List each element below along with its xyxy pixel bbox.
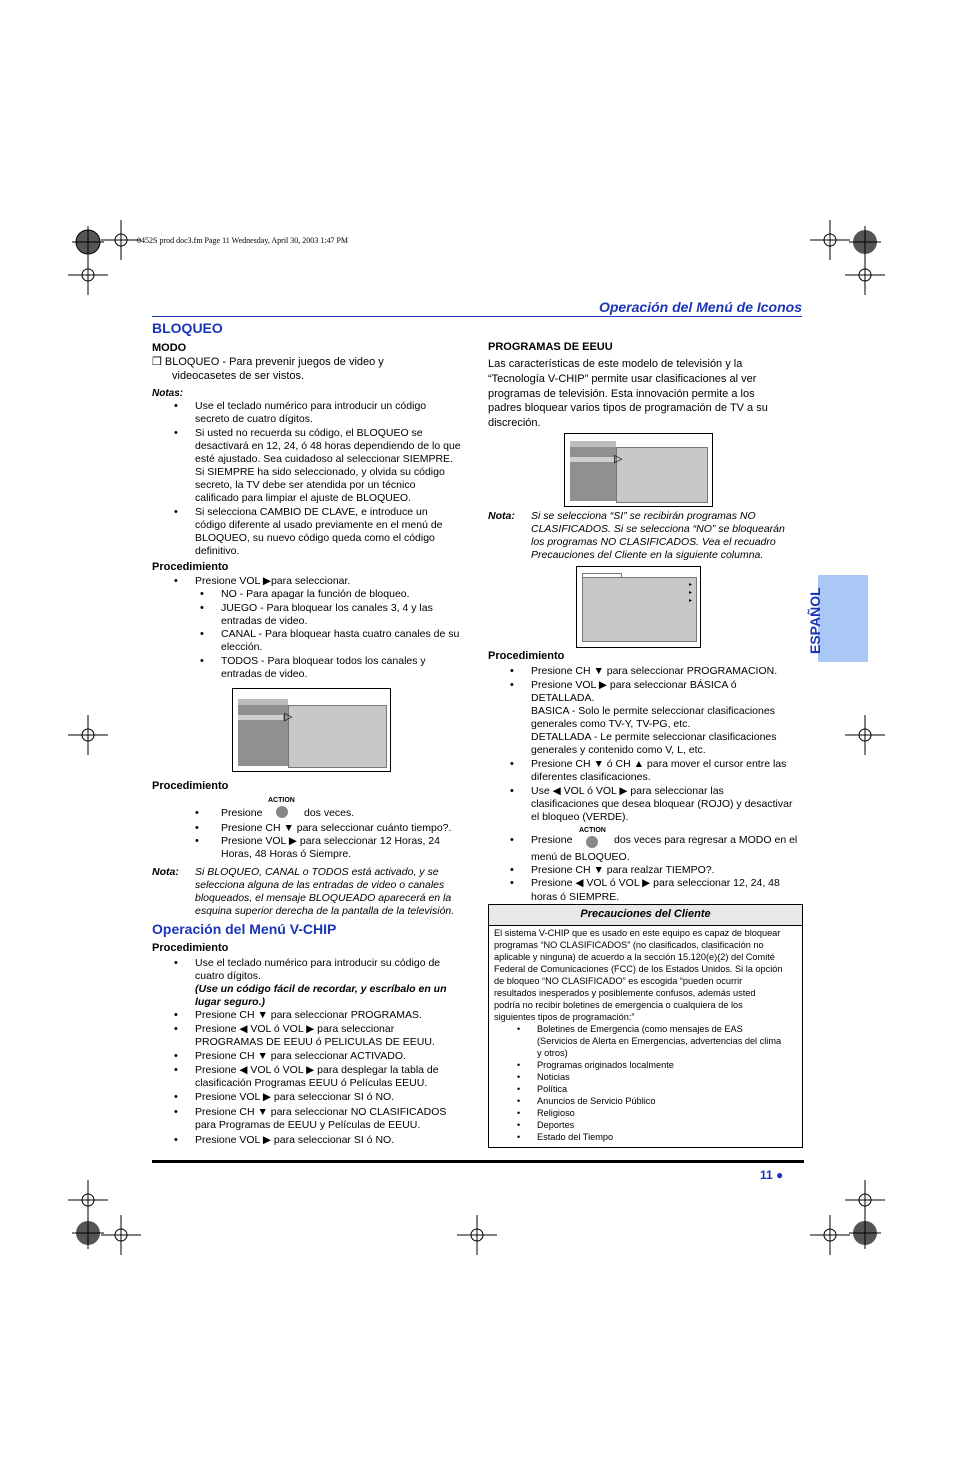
text-line: TODOS - Para bloquear todos los canales y: [221, 655, 426, 667]
page-number: 11 ●: [760, 1168, 784, 1182]
text-line: bloqueados, el mensaje BLOQUEADO aparecerá en la: [195, 892, 452, 904]
crosshair-mark-icon: [810, 1215, 850, 1255]
bullet: •: [510, 864, 514, 876]
text-line: Presione CH ▼ para seleccionar PROGRAMACION.: [531, 665, 778, 677]
screen-menu-panel: [288, 705, 387, 768]
text-line: Presione: [221, 807, 263, 819]
text-line: entradas de video.: [221, 615, 308, 627]
doc-header: 0452S prod doc3.fm Page 11 Wednesday, April 30, 2003 1:47 PM: [137, 236, 349, 245]
text-line: secreto de cuatro dígitos.: [195, 413, 313, 425]
text-line: Presione CH ▼ para seleccionar NO CLASIFICADOS: [195, 1106, 447, 1118]
text-line: entradas de video.: [221, 668, 308, 680]
text-line: aplicable y ninguna) de acuerdo a la sección 15.120(e)(2) del Comité: [494, 952, 775, 962]
text-line: dos veces para regresar a MODO en el: [614, 834, 798, 846]
text-line: Programas originados localmente: [537, 1060, 674, 1070]
text-line: clasificaciones que desea bloquear (ROJO) y desactivar: [531, 798, 793, 810]
text-line: (Servicios de Alerta en Emergencias, advertencias del clima: [537, 1036, 782, 1046]
text-line: el bloqueo (VERDE).: [531, 811, 629, 823]
bullet: •: [174, 1106, 178, 1118]
text-line: lugar seguro.): [195, 996, 266, 1008]
text-line: padres bloquear varios tipos de programación de TV a su: [488, 402, 768, 414]
header-rule: [152, 316, 802, 317]
text-line: Presione: [531, 834, 573, 846]
text-line: Presione VOL ▶ para seleccionar BÁSICA ó: [531, 679, 737, 691]
text-line: BLOQUEO, su nuevo código queda como el código: [195, 532, 435, 544]
text-line: Presione ◀ VOL ó VOL ▶ para seleccionar: [195, 1023, 395, 1035]
text-line: Noticias: [537, 1072, 570, 1082]
bullet: •: [174, 1023, 178, 1035]
bullet: •: [510, 834, 514, 846]
bullet: •: [174, 427, 178, 439]
text-line: Si usted no recuerda su código, el BLOQUEO se: [195, 427, 423, 439]
screen-highlight-bar: [238, 715, 283, 720]
text-line: Horas, 48 Horas ó Siempre.: [221, 848, 352, 860]
action-label: ACTION: [268, 797, 295, 804]
bullet: •: [510, 785, 514, 797]
text-line: cuatro dígitos.: [195, 970, 261, 982]
text-line: Federal de Comunicaciones (FCC) de los Estados Unidos. Si la opción: [494, 964, 783, 974]
tv-screen-illustration: [232, 688, 391, 772]
bullet: •: [517, 1060, 521, 1070]
text-line: JUEGO - Para bloquear los canales 3, 4 y las: [221, 602, 433, 614]
text-line: diferentes clasificaciones.: [531, 771, 651, 783]
text-line: Presione VOL ▶para seleccionar.: [195, 575, 351, 587]
heading-procedimiento: Procedimiento: [152, 780, 229, 792]
text-line: resultados inesperados y posiblemente confusos, además usted: [494, 988, 756, 998]
bullet: •: [517, 1120, 521, 1130]
left-column: [152, 320, 468, 1150]
action-label: ACTION: [579, 827, 606, 834]
text-line: DETALLADA.: [531, 692, 595, 704]
bullet: •: [174, 575, 178, 587]
heading-bloqueo: BLOQUEO: [152, 320, 223, 336]
screen-highlight-bar: [570, 457, 614, 462]
cursor-arrow-icon: ▷: [284, 711, 293, 723]
bullet: •: [195, 807, 199, 819]
text-line: programas “NO CLASIFICADOS” (no clasificados, clasificación no: [494, 940, 764, 950]
bullet: •: [174, 1009, 178, 1021]
screen-menu-panel: [616, 447, 708, 503]
text-line: Presione VOL ▶ para seleccionar SI ó NO.: [195, 1134, 395, 1146]
text-line: CLASIFICADOS. Si se selecciona “NO” se bloquearán: [531, 523, 785, 535]
section-header: Operación del Menú de Iconos: [598, 299, 802, 315]
text-line: para Programas de EEUU y Películas de EEUU.: [195, 1119, 421, 1131]
action-button-icon: [276, 806, 288, 818]
text-line: Presione ◀ VOL ó VOL ▶ para seleccionar 12, 24, 48: [531, 877, 780, 889]
text-line: Presione VOL ▶ para seleccionar 12 Horas, 24: [221, 835, 440, 847]
bullet: •: [200, 655, 204, 667]
text-line: discreción.: [488, 417, 541, 429]
precauciones-box: [488, 904, 803, 1148]
heading-programas: PROGRAMAS DE EEUU: [488, 341, 613, 353]
text-line: esté ajustado. Sea cuidadoso al seleccionar SIEMPRE.: [195, 453, 453, 465]
text-line: horas ó SIEMPRE.: [531, 891, 620, 903]
heading-vchip: Operación del Menú V-CHIP: [152, 921, 337, 937]
text-line: Boletines de Emergencia (como mensajes de EAS: [537, 1024, 743, 1034]
nota-label: Nota:: [152, 866, 179, 878]
text-line: Use el teclado numérico para introducir su código de: [195, 957, 441, 969]
heading-procedimiento: Procedimiento: [152, 561, 229, 573]
side-tab: [807, 575, 868, 662]
bullet: •: [174, 400, 178, 412]
bullet: •: [174, 1050, 178, 1062]
text-line: Presione ◀ VOL ó VOL ▶ para desplegar la tabla de: [195, 1064, 439, 1076]
text-line: selecciona alguna de las entradas de video o canales: [195, 879, 445, 891]
text-line: BASICA - Solo le permite seleccionar clasificaciones: [531, 705, 775, 717]
bullet: •: [510, 758, 514, 770]
bullet: •: [517, 1024, 521, 1034]
side-tab-label: ESPAÑOL: [807, 587, 823, 654]
crosshair-mark-icon: [68, 255, 108, 295]
heading-procedimiento: Procedimiento: [152, 942, 229, 954]
text-line: PROGRAMAS DE EEUU ó PELICULAS DE EEUU.: [195, 1036, 435, 1048]
crosshair-mark-icon: [845, 715, 885, 755]
text-line: dos veces.: [304, 807, 355, 819]
registration-mark-icon: [845, 1213, 885, 1253]
text-line: generales como TV-Y, TV-PG, etc.: [531, 718, 691, 730]
text-line: Presione CH ▼ para realzar TIEMPO?.: [531, 864, 715, 876]
bullet: •: [517, 1084, 521, 1094]
crosshair-mark-icon: [101, 1215, 141, 1255]
text-line: desactivará en 12, 24, ó 48 horas dependiendo de lo que: [195, 440, 461, 452]
bullet: •: [174, 957, 178, 969]
screen-menu-sidebar: [570, 447, 616, 501]
text-line: “Tecnología V-CHIP” permite usar clasificaciones al ver: [488, 373, 757, 385]
text-line: NO - Para apagar la función de bloqueo.: [221, 588, 410, 600]
bullet: •: [517, 1096, 521, 1106]
text-line: Las características de este modelo de televisión y la: [488, 358, 743, 370]
crosshair-mark-icon: [457, 1215, 497, 1255]
bullet: •: [517, 1072, 521, 1082]
text-line: elección.: [221, 641, 263, 653]
crosshair-mark-icon: [68, 715, 108, 755]
notas-label: Notas:: [152, 388, 184, 399]
text-line: programas de televisión. Esta innovación permite a los: [488, 388, 755, 400]
screen-arrow-icons: ▸ ▸ ▸: [689, 582, 693, 604]
text-line: Precauciones del Cliente en la siguiente columna.: [531, 549, 764, 561]
text-line: secreto, la TV debe ser atendida por un técnico: [195, 479, 416, 491]
text-line: Si selecciona CAMBIO DE CLAVE, e introduce un: [195, 506, 428, 518]
text-line: de bloqueo “NO CLASIFICADO” es escogida “pueden ocurrir: [494, 976, 743, 986]
text-line: Anuncios de Servicio Público: [537, 1096, 656, 1106]
bullet: •: [517, 1108, 521, 1118]
text-line: Religioso: [537, 1108, 575, 1118]
text-line: Presione VOL ▶ para seleccionar SI ó NO.: [195, 1091, 395, 1103]
tv-screen-illustration: [564, 433, 713, 507]
text-line: Si se selecciona “SI” se recibirán programas NO: [531, 510, 756, 522]
heading-modo: MODO: [152, 342, 187, 354]
text-line: código diferente al usado previamente en el menú de: [195, 519, 443, 531]
text-line: podría no recibir boletines de emergencia o cualquiera de los: [494, 1000, 743, 1010]
text-line: Presione CH ▼ para seleccionar ACTIVADO.: [195, 1050, 406, 1062]
text-line: Deportes: [537, 1120, 575, 1130]
bullet: •: [195, 822, 199, 834]
bullet: •: [510, 679, 514, 691]
bullet: •: [510, 665, 514, 677]
text-line: generales y contenido como V, L, etc.: [531, 744, 706, 756]
bullet: •: [200, 588, 204, 600]
text-line: DETALLADA - Le permite seleccionar clasificaciones: [531, 731, 777, 743]
tv-screen-illustration: [576, 566, 701, 648]
crosshair-mark-icon: [845, 255, 885, 295]
text-line: videocasetes de ser vistos.: [172, 370, 305, 382]
text-line: Política: [537, 1084, 568, 1094]
text-line: y otros): [537, 1048, 568, 1058]
bullet: •: [174, 1091, 178, 1103]
text-line: Si BLOQUEO, CANAL o TODOS está activado, y se: [195, 866, 439, 878]
text-line: siguientes tipos de programación:”: [494, 1012, 635, 1022]
crosshair-mark-icon: [810, 220, 850, 260]
text-line: clasificación Programas EEUU ó Películas EEUU.: [195, 1077, 428, 1089]
text-line: menú de BLOQUEO.: [531, 851, 630, 863]
text-line: Presione CH ▼ para seleccionar cuánto tiempo?.: [221, 822, 452, 834]
bullet: •: [517, 1132, 521, 1142]
text-line: (Use un código fácil de recordar, y escríbalo en un: [195, 983, 447, 995]
text-line: Si SIEMPRE ha sido seleccionado, y olvida su código: [195, 466, 445, 478]
bullet: •: [174, 506, 178, 518]
screen-menu-tab: [238, 699, 288, 705]
nota-label: Nota:: [488, 510, 515, 522]
heading-procedimiento: Procedimiento: [488, 650, 565, 662]
text-line: Use ◀ VOL ó VOL ▶ para seleccionar las: [531, 785, 724, 797]
bullet: •: [174, 1134, 178, 1146]
text-line: calificado para limpiar el ajuste de BLOQUEO.: [195, 492, 411, 504]
footer-rule: [152, 1160, 804, 1163]
cursor-arrow-icon: ▷: [614, 453, 623, 465]
text-line: Presione CH ▼ para seleccionar PROGRAMAS.: [195, 1009, 422, 1021]
precauciones-title: Precauciones del Cliente: [580, 908, 711, 920]
bullet: •: [174, 1064, 178, 1076]
text-line: los programas NO CLASIFICADOS. Vea el recuadro: [531, 536, 776, 548]
bullet: •: [195, 835, 199, 847]
text-line: definitivo.: [195, 545, 240, 557]
text-line: CANAL - Para bloquear hasta cuatro canales de su: [221, 628, 460, 640]
bullet: •: [200, 602, 204, 614]
text-line: El sistema V-CHIP que es usado en este equipo es capaz de bloquear: [494, 928, 781, 938]
crosshair-mark-icon: [101, 220, 141, 260]
text-line: ❒ BLOQUEO - Para prevenir juegos de video y: [152, 356, 384, 368]
bullet: •: [200, 628, 204, 640]
action-button-icon: [586, 836, 598, 848]
text-line: Use el teclado numérico para introducir un código: [195, 400, 427, 412]
text-line: Estado del Tiempo: [537, 1132, 614, 1142]
text-line: esquina superior derecha de la pantalla de la televisión.: [195, 905, 455, 917]
screen-menu-panel: [582, 577, 697, 642]
text-line: Presione CH ▼ ó CH ▲ para mover el cursor entre las: [531, 758, 787, 770]
bullet: •: [510, 877, 514, 889]
